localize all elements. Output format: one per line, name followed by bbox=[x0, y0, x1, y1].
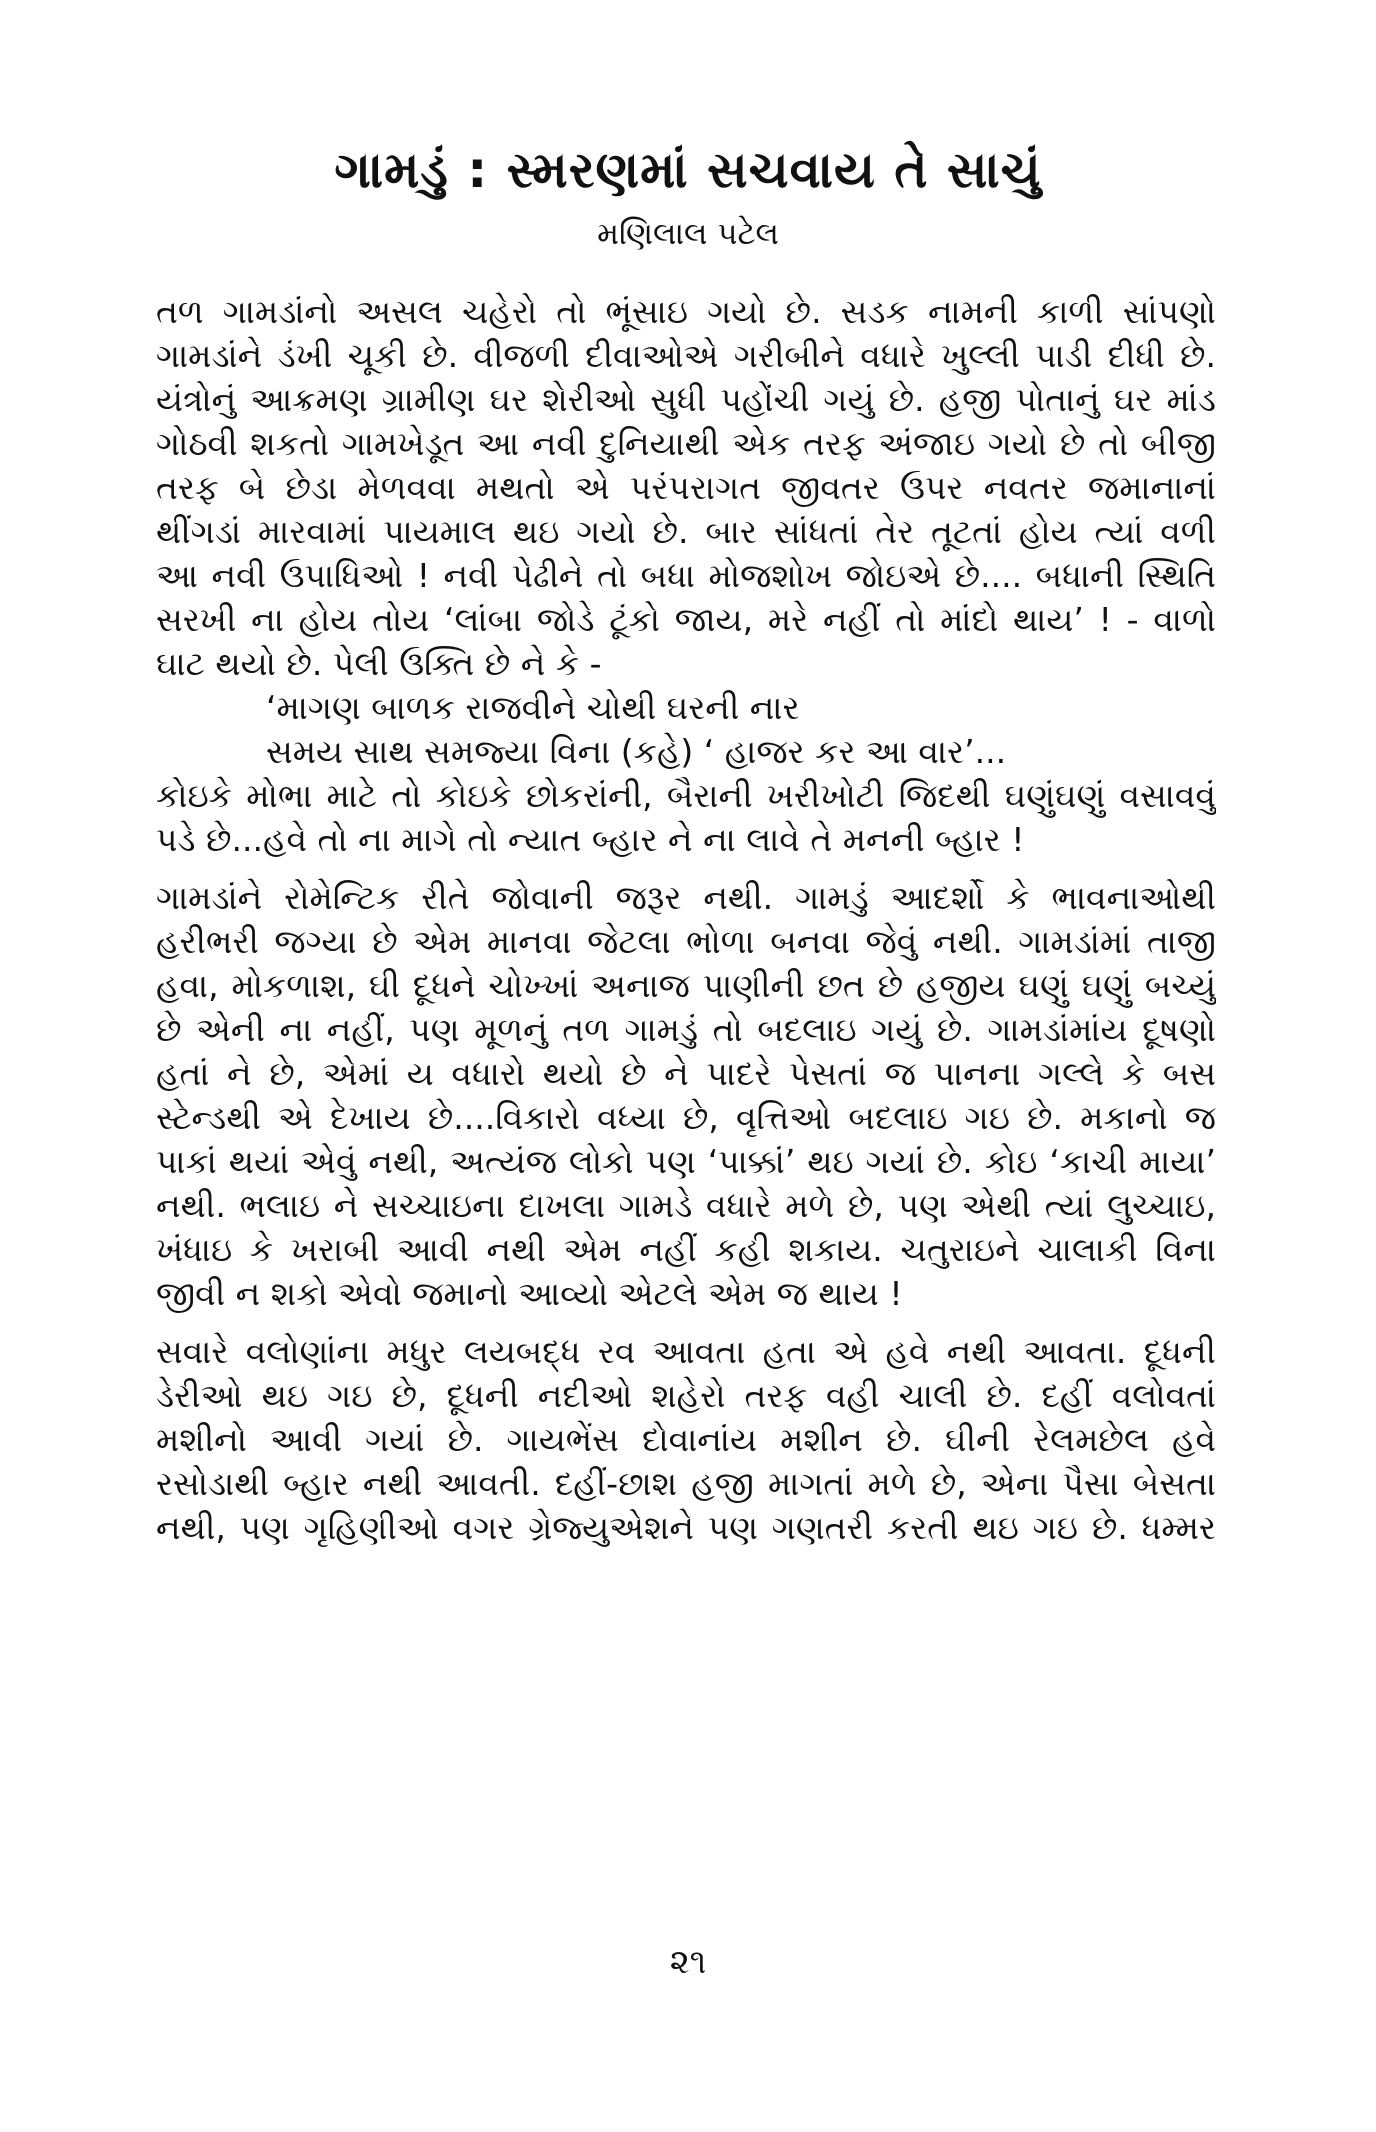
text-line: ગામડાંને રોમેન્ટિક રીતે જોવાની જરૂર નથી. ગામડું આદર્શો કે ભાવનાઓથી bbox=[156, 878, 1216, 917]
text-line: હરીભરી જગ્યા છે એમ માનવા જેટલા ભોળા બનવા જેવું નથી. ગામડાંમાં તાજી bbox=[156, 922, 1216, 961]
verse-line: ‘માગણ બાળક રાજવીને ચોથી ઘરની નાર bbox=[266, 688, 800, 727]
text-line: છે એની ના નહીં, પણ મૂળનું તળ ગામડું તો બદલાઇ ગયું છે. ગામડાંમાંય દૂષણો bbox=[156, 1010, 1216, 1049]
paragraph bbox=[156, 876, 1216, 1316]
text-line: ઘાટ થયો છે. પેલી ઉક્તિ છે ને કે - bbox=[156, 644, 602, 683]
text-line: નથી, પણ ગૃહિણીઓ વગર ગ્રેજ્યુએશને પણ ગણતરી કરતી થઇ ગઇ છે. ધમ્મર bbox=[156, 1508, 1216, 1547]
text-line: ગોઠવી શકતો ગામખેડૂત આ નવી દુનિયાથી એક તરફ અંજાઇ ગયો છે તો બીજી bbox=[156, 424, 1216, 463]
text-line: સ્ટેન્ડથી એ દેખાય છે....વિકારો વધ્યા છે, વૃત્તિઓ બદલાઇ ગઇ છે. મકાનો જ bbox=[156, 1098, 1216, 1137]
text-line: નથી. ભલાઇ ને સચ્ચાઇના દાખલા ગામડે વધારે મળે છે, પણ એથી ત્યાં લુચ્ચાઇ, bbox=[156, 1186, 1216, 1225]
text-line: જીવી ન શકો એવો જમાનો આવ્યો એટલે એમ જ થાય ! bbox=[156, 1274, 903, 1313]
text-line: થીંગડાં મારવામાં પાયમાલ થઇ ગયો છે. બાર સાંધતાં તેર તૂટતાં હોય ત્યાં વળી bbox=[156, 512, 1216, 551]
text-line: રસોડાથી બ્હાર નથી આવતી. દહીં-છાશ હજી માગતાં મળે છે, એના પૈસા બેસતા bbox=[156, 1464, 1216, 1503]
text-line: તળ ગામડાંનો અસલ ચહેરો તો ભૂંસાઇ ગયો છે. સડક નામની કાળી સાંપણો bbox=[156, 292, 1216, 331]
text-line: કોઇકે મોભા માટે તો કોઇકે છોકરાંની, બૈરાની ખરીખોટી જિદથી ઘણુંઘણું વસાવવું bbox=[156, 776, 1216, 815]
page-title: ગામડું : સ્મરણમાં સચવાય તે સાચું bbox=[334, 141, 1042, 199]
verse-line: સમય સાથ સમજ્યા વિના (કહે) ‘ હાજર કર આ વાર’... bbox=[266, 732, 1007, 771]
text-line: સવારે વલોણાંના મધુર લયબદ્ધ રવ આવતા હતા એ હવે નથી આવતા. દૂધની bbox=[156, 1332, 1216, 1371]
text-line: હતાં ને છે, એમાં ય વધારો થયો છે ને પાદરે પેસતાં જ પાનના ગલ્લે કે બસ bbox=[156, 1054, 1216, 1093]
text-line: ગામડાંને ડંખી ચૂકી છે. વીજળી દીવાઓએ ગરીબીને વધારે ખુલ્લી પાડી દીધી છે. bbox=[156, 336, 1216, 375]
paragraph bbox=[156, 1330, 1216, 1550]
text-line: પાકાં થયાં એવું નથી, અત્યંજ લોકો પણ ‘પાક્કાં’ થઇ ગયાં છે. કોઇ ‘કાચી માયા’ bbox=[156, 1142, 1216, 1181]
text-line: તરફ બે છેડા મેળવવા મથતો એ પરંપરાગત જીવતર ઉપર નવતર જમાનાનાં bbox=[156, 468, 1216, 507]
article-body bbox=[156, 290, 1216, 1550]
text-line: સરખી ના હોય તોય ‘લાંબા જોડે ટૂંકો જાય, મરે નહીં તો માંદો થાય’ ! - વાળો bbox=[156, 600, 1216, 639]
text-line: મશીનો આવી ગયાં છે. ગાયભેંસ દોવાનાંય મશીન છે. ઘીની રેલમછેલ હવે bbox=[156, 1420, 1216, 1459]
text-line: પડે છે...હવે તો ના માગે તો ન્યાત બ્હાર ને ના લાવે તે મનની બ્હાર ! bbox=[156, 820, 1025, 859]
text-line: ખંધાઇ કે ખરાબી આવી નથી એમ નહીં કહી શકાય. ચતુરાઇને ચાલાકી વિના bbox=[156, 1230, 1216, 1269]
text-line: ડેરીઓ થઇ ગઇ છે, દૂધની નદીઓ શહેરો તરફ વહી ચાલી છે. દહીં વલોવતાં bbox=[156, 1376, 1216, 1415]
text-line: આ નવી ઉપાધિઓ ! નવી પેઢીને તો બધા મોજશોખ જોઇએ છે.... બધાની સ્થિતિ bbox=[156, 556, 1216, 595]
text-line: યંત્રોનું આક્રમણ ગ્રામીણ ઘર શેરીઓ સુધી પહોંચી ગયું છે. હજી પોતાનું ઘર માંડ bbox=[156, 380, 1216, 419]
page-number: ૨૧ bbox=[669, 1942, 707, 1982]
paragraph bbox=[156, 290, 1216, 862]
text-line: હવા, મોકળાશ, ઘી દૂધને ચોખ્ખાં અનાજ પાણીની છત છે હજીય ઘણું ઘણું બચ્યું bbox=[156, 966, 1216, 1005]
author-name: મણિલાલ પટેલ bbox=[597, 216, 779, 252]
